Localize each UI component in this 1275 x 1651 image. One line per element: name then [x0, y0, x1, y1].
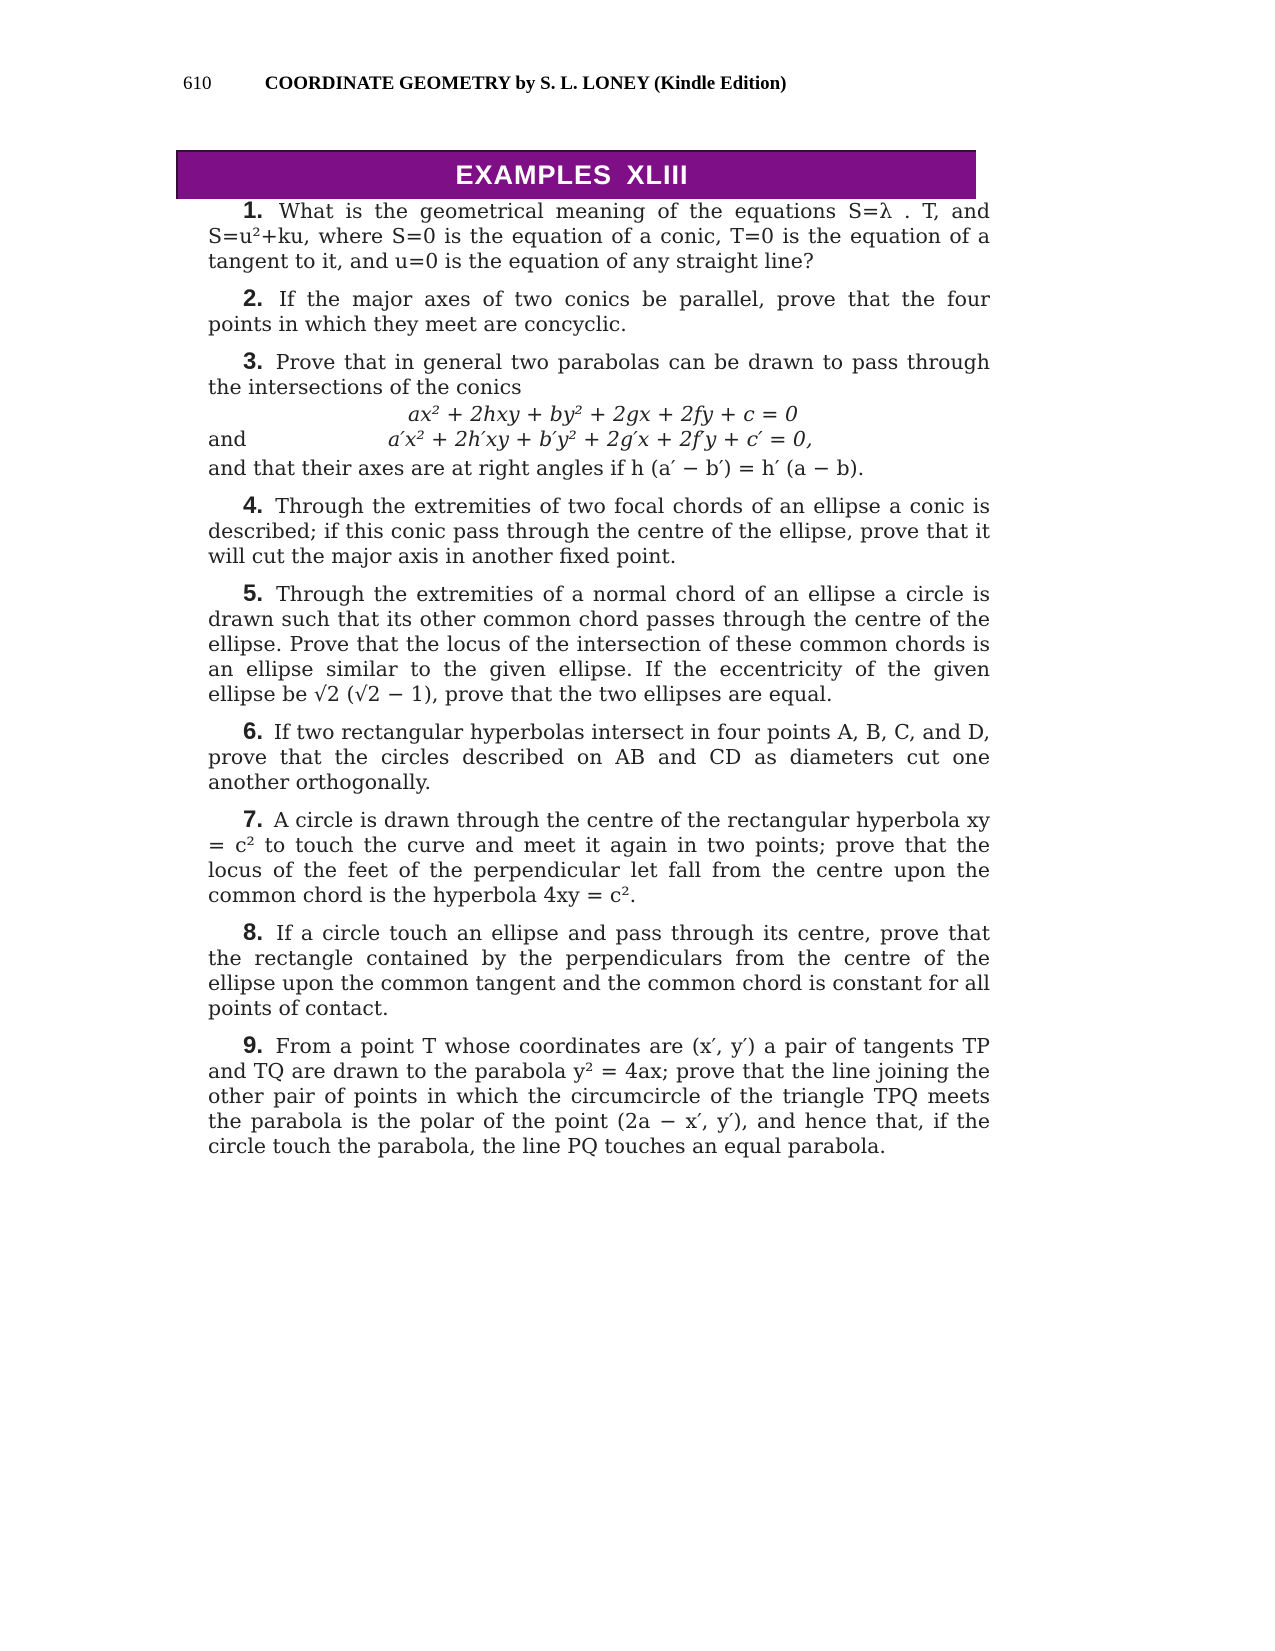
problem-8	[208, 920, 990, 1021]
problem-6	[208, 719, 990, 795]
problem-number: 6.	[243, 718, 264, 745]
problem-text: Through the extremities of two focal chords of an ellipse a conic is described; if this conic pass through the centre of the ellipse, prove that it will cut the major axis in another fixed point.	[208, 494, 990, 568]
problem-text: If a circle touch an ellipse and pass through its centre, prove that the rectangle contained by the perpendiculars from the centre of the ellipse upon the common tangent and the common chord is constant for all points of contact.	[208, 921, 990, 1020]
section-banner	[176, 150, 976, 199]
problem-intro	[208, 349, 990, 400]
problem-text: A circle is drawn through the centre of the rectangular hyperbola xy = c² to touch the curve and meet it again in two points; prove that the locus of the feet of the perpendicular let fall from the centre upon the common chord is the hyperbola 4xy = c².	[208, 808, 990, 907]
problem-9	[208, 1033, 990, 1159]
problem-2	[208, 286, 990, 337]
problem-text: What is the geometrical meaning of the equations S=λ . T, and S=u²+ku, where S=0 is the equation of a conic, T=0 is the equation of a tangent to it, and u=0 is the equation of any straight line?	[208, 199, 990, 273]
problem-3	[208, 349, 990, 481]
problem-number: 2.	[243, 285, 264, 312]
problem-number: 7.	[243, 806, 264, 833]
problem-number: 5.	[243, 580, 264, 607]
page-number: 610	[183, 73, 212, 94]
problem-number: 3.	[243, 348, 264, 375]
problem-conclusion: and that their axes are at right angles if h (a′ − b′) = h′ (a − b).	[208, 456, 865, 480]
page-header	[183, 73, 787, 95]
problem-text: Through the extremities of a normal chord of an ellipse a circle is drawn such that its other common chord passes through the centre of the ellipse. Prove that the locus of the intersection of these common chords is an ellipse similar to the given ellipse. If the eccentricity of the given ellipse be √2 (√2 − 1), prove that the two ellipses are equal.	[208, 582, 990, 706]
problem-number: 1.	[243, 197, 264, 224]
equation-1: ax² + 2hxy + by² + 2gx + 2fy + c = 0	[408, 402, 799, 426]
problem-number: 4.	[243, 492, 264, 519]
problem-5	[208, 581, 990, 707]
problem-1	[208, 198, 990, 274]
equation-block	[208, 402, 990, 452]
problem-text: If two rectangular hyperbolas intersect in four points A, B, C, and D, prove that the circles described on AB and CD as diameters cut one another orthogonally.	[208, 720, 990, 794]
problem-text: From a point T whose coordinates are (x′, y′) a pair of tangents TP and TQ are drawn to the parabola y² = 4ax; prove that the line joining the other pair of points in which the circumcircle of the triangle TPQ meets the parabola is the polar of the point (2a − x′, y′), and hence that, if the circle touch the parabola, the line PQ touches an equal parabola.	[208, 1034, 990, 1158]
problem-number: 9.	[243, 1032, 264, 1059]
section-title: EXAMPLES XLIII	[455, 160, 689, 190]
equation-and-label: and	[208, 427, 247, 451]
problem-4	[208, 493, 990, 569]
running-title: COORDINATE GEOMETRY by S. L. LONEY (Kindle Edition)	[264, 73, 787, 94]
problem-7	[208, 807, 990, 908]
equation-2: a′x² + 2h′xy + b′y² + 2g′x + 2f′y + c′ = 0,	[388, 427, 813, 451]
problem-number: 8.	[243, 919, 264, 946]
problem-list	[208, 198, 990, 1171]
problem-text: If the major axes of two conics be parallel, prove that the four points in which they meet are concyclic.	[208, 287, 990, 336]
problem-text: Prove that in general two parabolas can be drawn to pass through the intersections of the conics	[208, 350, 990, 399]
